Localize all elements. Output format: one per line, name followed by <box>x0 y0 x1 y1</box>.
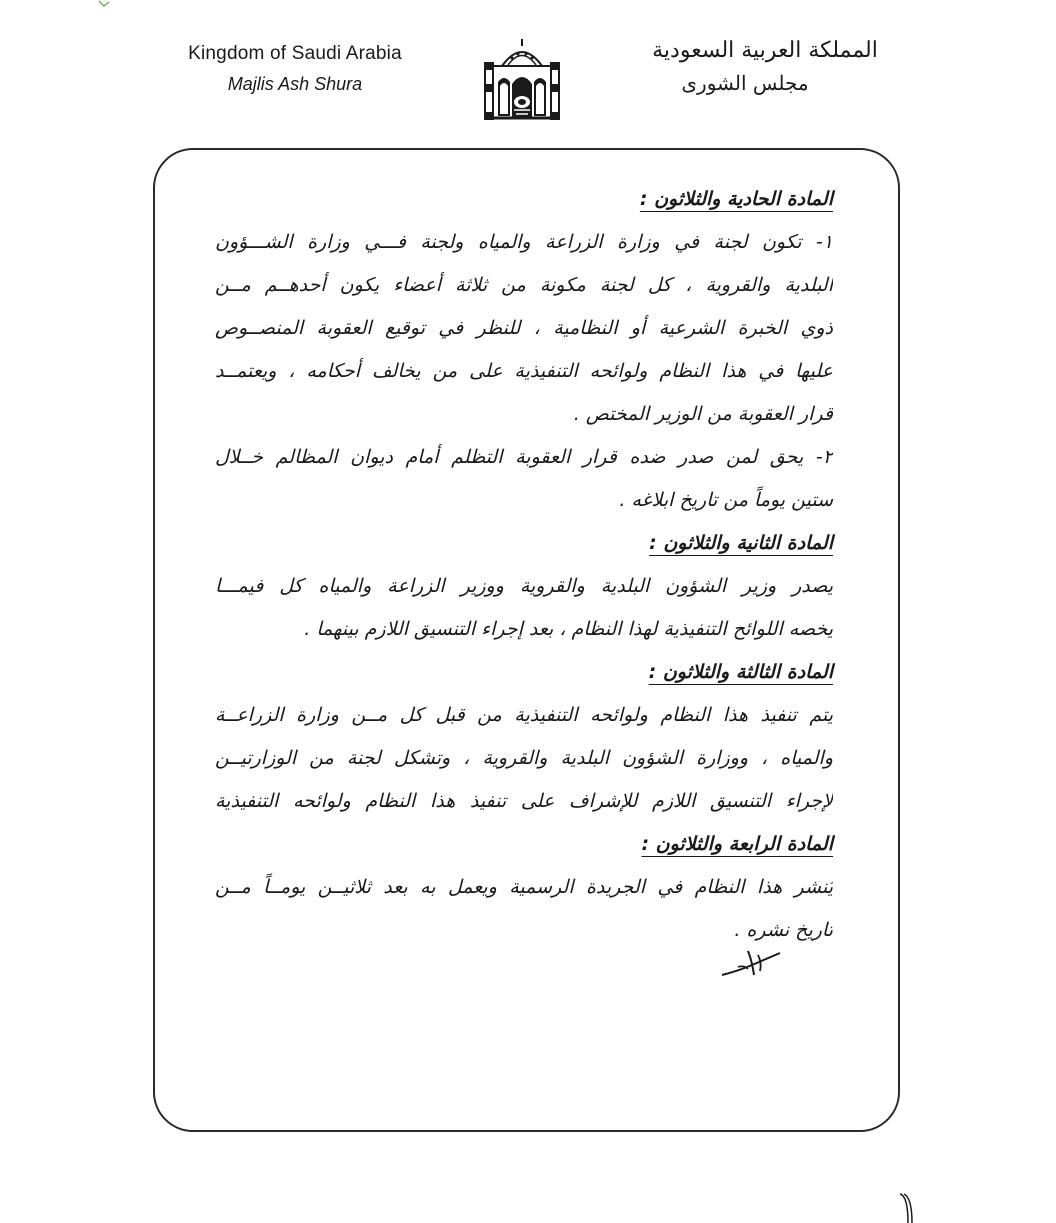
header-english-country: Kingdom of Saudi Arabia <box>188 43 402 64</box>
article-31-line: البلدية والقروية ، كل لجنة مكونة من ثلاثة أعضاء يكون أحدهــم مــن <box>215 274 833 296</box>
article-31-heading: المادة الحادية والثلاثون : <box>639 188 833 210</box>
header-arabic-country: المملكة العربية السعودية <box>652 38 878 63</box>
article-32-line: يخصه اللوائح التنفيذية لهذا النظام ، بعد إجراء التنسيق اللازم بينهما . <box>304 618 833 640</box>
article-34-line: يُنشر هذا النظام في الجريدة الرسمية ويعمل به بعد ثلاثيــن يومــاً مــن <box>215 876 833 898</box>
article-31-line: ١- تكون لجنة في وزارة الزراعة والمياه ولجنة فـــي وزارة الشـــؤون <box>215 231 833 253</box>
header-arabic <box>640 34 890 98</box>
article-31-line: ٢- يحق لمن صدر ضده قرار العقوبة التظلم أمام ديوان المظالم خــلال <box>215 446 833 468</box>
majlis-building-emblem-icon <box>474 36 570 122</box>
article-31-line: قرار العقوبة من الوزير المختص . <box>573 403 833 425</box>
article-32-line: يصدر وزير الشؤون البلدية والقروية ووزير الزراعة والمياه كل فيمـــا <box>215 575 833 597</box>
article-31-line: ذوي الخبرة الشرعية أو النظامية ، للنظر في توقيع العقوبة المنصــوص <box>215 317 833 339</box>
page-edge-icon <box>896 1192 916 1223</box>
article-33-line: يتم تنفيذ هذا النظام ولوائحه التنفيذية من قبل كل مــن وزارة الزراعــة <box>215 704 833 726</box>
header-english-council: Majlis Ash Shura <box>227 74 363 94</box>
article-33-heading: المادة الثالثة والثلاثون : <box>648 661 833 683</box>
article-33-line: والمياه ، ووزارة الشؤون البلدية والقروية ، وتشكل لجنة من الوزارتيــن <box>215 747 833 769</box>
handwritten-signature <box>718 945 788 981</box>
article-33-line: لإجراء التنسيق اللازم للإشراف على تنفيذ هذا النظام ولوائحه التنفيذية <box>215 790 833 812</box>
document-body <box>215 178 833 952</box>
article-34-line: تاريخ نشره . <box>734 919 833 941</box>
article-31-line: عليها في هذا النظام ولوائحه التنفيذية على من يخالف أحكامه ، ويعتمــد <box>215 360 833 382</box>
article-31-line: ستين يوماً من تاريخ ابلاغه . <box>619 489 833 511</box>
article-34-heading: المادة الرابعة والثلاثون : <box>641 833 833 855</box>
article-32-heading: المادة الثانية والثلاثون : <box>649 532 833 554</box>
corner-mark-icon <box>98 0 110 8</box>
header-arabic-council: مجلس الشورى <box>681 71 809 95</box>
header-english <box>160 40 430 98</box>
